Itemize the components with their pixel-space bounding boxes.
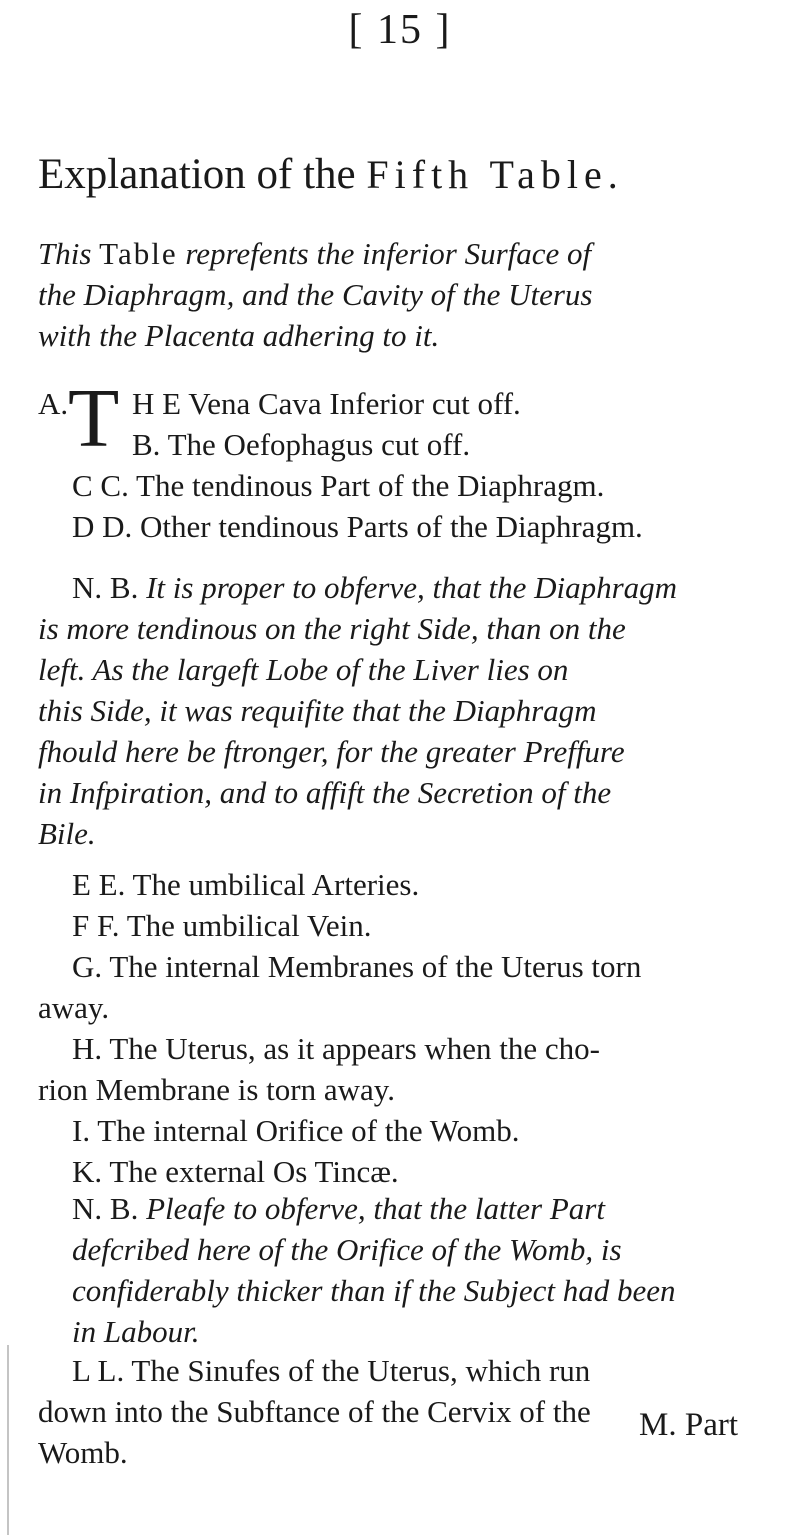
legend-a-text: H E Vena Cava Inferior cut off. <box>132 386 521 421</box>
legend-item-dd: D D. Other tendinous Parts of the Diaphragm. <box>72 509 643 544</box>
note-2-line-4: in Labour. <box>72 1314 200 1349</box>
note-1-line-4: this Side, it was requifite that the Diaphragm <box>38 693 597 728</box>
legend-item-ll-line-1: L L. The Sinufes of the Uterus, which run <box>72 1353 591 1388</box>
note-1-line-3: left. As the largeft Lobe of the Liver lies on <box>38 652 569 687</box>
legend-item-cc: C C. The tendinous Part of the Diaphragm. <box>72 468 605 503</box>
intro-line-3: with the Placenta adhering to it. <box>38 318 440 353</box>
title-prefix: Explanation of the <box>38 151 356 198</box>
legend-list-2 <box>38 864 778 1192</box>
page-edge-shadow <box>7 1345 9 1535</box>
legend-item-h-line-1: H. The Uterus, as it appears when the cho- <box>72 1031 600 1066</box>
note-1-line-2: is more tendinous on the right Side, than on the <box>38 611 626 646</box>
intro-word-this: This <box>38 236 92 271</box>
drop-cap: T <box>68 372 120 465</box>
legend-item-b: B. The Oefophagus cut off. <box>132 427 471 462</box>
legend-item-k: K. The external Os Tincæ. <box>72 1154 399 1189</box>
page-number: [ 15 ] <box>348 7 452 53</box>
note-1-line-7: Bile. <box>38 816 96 851</box>
note-2-line-1: Pleafe to obferve, that the latter Part <box>146 1191 605 1226</box>
legend-item-ll-line-3: Womb. <box>38 1435 128 1470</box>
legend-a-label: A. <box>38 386 69 421</box>
legend-item-g-line-2: away. <box>38 990 110 1025</box>
legend-item-h-line-2: rion Membrane is torn away. <box>38 1072 395 1107</box>
page-title <box>38 150 778 199</box>
intro-line-2: the Diaphragm, and the Cavity of the Uterus <box>38 277 593 312</box>
legend-item-ff: F F. The umbilical Vein. <box>72 908 372 943</box>
catchword: M. Part <box>639 1407 738 1443</box>
legend-item-g-line-1: G. The internal Membranes of the Uterus torn <box>72 949 642 984</box>
title-smallcaps: Fifth Table. <box>366 152 624 197</box>
legend-list-1 <box>38 372 778 547</box>
legend-item-i: I. The internal Orifice of the Womb. <box>72 1113 520 1148</box>
intro-paragraph <box>38 233 778 356</box>
note-1-line-6: in Infpiration, and to affift the Secretion of the <box>38 775 612 810</box>
note-2 <box>38 1188 778 1352</box>
note-2-line-3: confiderably thicker than if the Subject had been <box>72 1273 676 1308</box>
note-2-label: N. B. <box>72 1191 139 1226</box>
note-1 <box>38 567 778 854</box>
note-1-label: N. B. <box>72 570 139 605</box>
note-2-line-2: defcribed here of the Orifice of the Womb, is <box>72 1232 622 1267</box>
note-1-line-1: It is proper to obferve, that the Diaphragm <box>146 570 678 605</box>
legend-item-ee: E E. The umbilical Arteries. <box>72 867 420 902</box>
note-1-line-5: fhould here be ftronger, for the greater Preffure <box>38 734 625 769</box>
intro-word-table: Table <box>99 236 178 271</box>
intro-line-1-rest: reprefents the inferior Surface of <box>185 236 592 271</box>
legend-item-ll-line-2: down into the Subftance of the Cervix of the <box>38 1394 591 1429</box>
